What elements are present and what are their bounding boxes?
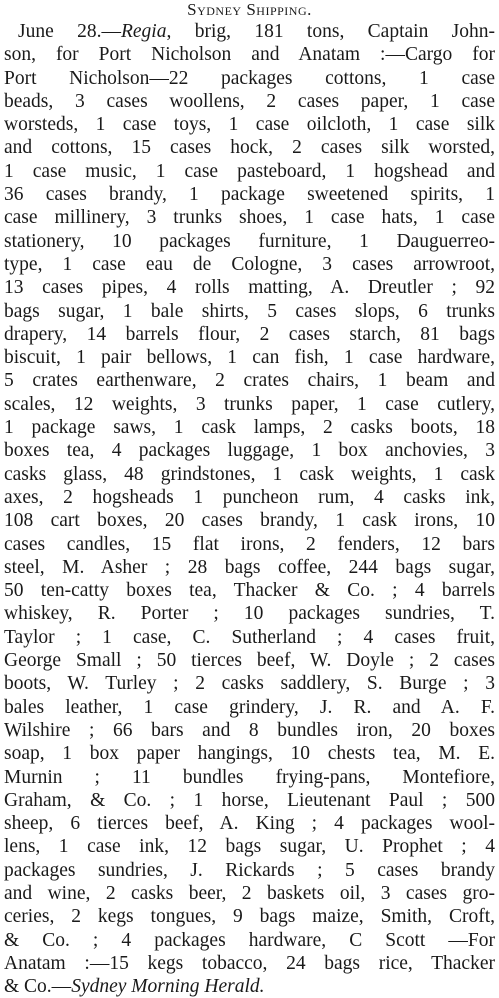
- text-segment: sheep, 6 tierces beef, A. King ; 4 packages wool-: [4, 813, 495, 835]
- text-line: [4, 672, 495, 695]
- text-line: [4, 230, 495, 253]
- article-heading: Sydney Shipping.: [187, 0, 312, 19]
- text-line: [4, 183, 495, 206]
- text-segment: casks glass, 48 grindstones, 1 cask weights, 1 cask: [4, 463, 495, 485]
- text-line: [4, 43, 495, 66]
- text-line: [4, 882, 495, 905]
- text-segment: 1 case music, 1 case pasteboard, 1 hogshead and: [4, 160, 495, 182]
- text-line: [4, 835, 495, 858]
- text-segment: Port Nicholson—22 packages cottons, 1 case: [4, 67, 495, 89]
- text-segment: Anatam :—15 kegs tobacco, 24 bags rice, Thacker: [4, 952, 495, 974]
- text-line: [4, 253, 495, 276]
- text-line: [4, 67, 495, 90]
- text-segment: steel, M. Asher ; 28 bags coffee, 244 bags sugar,: [4, 556, 495, 578]
- text-segment: beads, 3 cases woollens, 2 cases paper, 1 case: [4, 90, 495, 112]
- text-line: [4, 649, 495, 672]
- text-segment: Wilshire ; 66 bars and 8 bundles iron, 20 boxes: [4, 719, 495, 741]
- article-body: [4, 20, 495, 998]
- text-segment: packages sundries, J. Rickards ; 5 cases brandy: [4, 859, 495, 881]
- text-segment: Graham, & Co. ; 1 horse, Lieutenant Paul ; 500: [4, 789, 495, 811]
- text-line: [4, 975, 495, 998]
- text-segment: axes, 2 hogsheads 1 puncheon rum, 4 casks ink,: [4, 486, 495, 508]
- text-segment: case millinery, 3 trunks shoes, 1 case hats, 1 case: [4, 207, 495, 229]
- text-line: [4, 626, 495, 649]
- text-line: [4, 602, 495, 625]
- text-line: [4, 766, 495, 789]
- shipping-article: [4, 0, 496, 998]
- text-segment: stationery, 10 packages furniture, 1 Dauguerreo-: [4, 230, 495, 252]
- text-segment: son, for Port Nicholson and Anatam :—Cargo for: [4, 44, 495, 66]
- text-line: [4, 486, 495, 509]
- text-segment: lens, 1 case ink, 12 bags sugar, U. Prophet ; 4: [4, 836, 495, 858]
- text-segment: boxes tea, 4 packages luggage, 1 box anchovies, 3: [4, 440, 495, 462]
- italic-text: Sydney Morning Herald.: [71, 976, 265, 998]
- text-segment: & Co.—: [4, 976, 72, 998]
- text-segment: type, 1 case eau de Cologne, 3 cases arrowroot,: [4, 253, 495, 275]
- text-line: [4, 509, 495, 532]
- text-segment: ceries, 2 kegs tongues, 9 bags maize, Smith, Croft,: [4, 906, 495, 928]
- text-line: [4, 416, 495, 439]
- text-line: [4, 90, 495, 113]
- italic-text: Regia: [120, 21, 167, 42]
- text-line: [4, 719, 495, 742]
- text-line: [4, 905, 495, 928]
- text-line: [4, 369, 495, 392]
- text-segment: & Co. ; 4 packages hardware, C Scott —For: [4, 929, 495, 951]
- text-segment: and cottons, 15 cases hock, 2 cases silk worsted,: [4, 137, 495, 159]
- text-line: [4, 952, 495, 975]
- text-line: [4, 113, 495, 136]
- text-segment: Taylor ; 1 case, C. Sutherland ; 4 cases fruit,: [4, 626, 495, 648]
- text-line: [4, 136, 495, 159]
- text-line: [4, 929, 495, 952]
- text-line: [4, 789, 495, 812]
- text-line: [4, 439, 495, 462]
- text-line: [4, 742, 495, 765]
- text-line: [4, 859, 495, 882]
- text-line: [4, 556, 495, 579]
- text-segment: 1 package saws, 1 cask lamps, 2 casks boots, 18: [4, 417, 495, 439]
- text-line: [4, 346, 495, 369]
- text-segment: 5 crates earthenware, 2 crates chairs, 1 beam and: [4, 370, 495, 392]
- text-segment: boots, W. Turley ; 2 casks saddlery, S. Burge ; 3: [4, 673, 495, 695]
- text-line: [4, 20, 495, 43]
- text-segment: biscuit, 1 pair bellows, 1 can fish, 1 case hardware,: [4, 347, 495, 369]
- text-segment: 13 cases pipes, 4 rolls matting, A. Dreutler ; 92: [4, 277, 495, 299]
- text-segment: drapery, 14 barrels flour, 2 cases starch, 81 bags: [4, 323, 495, 345]
- text-segment: 36 cases brandy, 1 package sweetened spirits, 1: [4, 184, 495, 206]
- text-segment: Murnin ; 11 bundles frying-pans, Montefiore,: [4, 766, 495, 788]
- text-segment: worsteds, 1 case toys, 1 case oilcloth, 1 case silk: [4, 114, 495, 136]
- text-segment: scales, 12 weights, 3 trunks paper, 1 case cutlery,: [4, 393, 495, 415]
- text-segment: , brig, 181 tons, Captain John-: [166, 21, 496, 42]
- text-line: [4, 160, 495, 183]
- text-segment: whiskey, R. Porter ; 10 packages sundries, T.: [4, 603, 495, 625]
- text-line: [4, 276, 495, 299]
- text-line: [4, 393, 495, 416]
- text-segment: 108 cart boxes, 20 cases brandy, 1 cask irons, 10: [4, 510, 495, 532]
- text-segment: bags sugar, 1 bale shirts, 5 cases slops, 6 trunks: [4, 300, 495, 322]
- text-segment: 50 ten-catty boxes tea, Thacker & Co. ; 4 barrels: [4, 580, 495, 602]
- text-line: [4, 323, 495, 346]
- text-line: [4, 206, 495, 229]
- text-segment: and wine, 2 casks beer, 2 baskets oil, 3 cases gro-: [4, 882, 495, 904]
- text-line: [4, 300, 495, 323]
- text-segment: cases candles, 15 flat irons, 2 fenders, 12 bars: [4, 533, 495, 555]
- text-line: [4, 812, 495, 835]
- text-line: [4, 579, 495, 602]
- text-segment: soap, 1 box paper hangings, 10 chests tea, M. E.: [4, 743, 495, 765]
- text-segment: George Small ; 50 tierces beef, W. Doyle ; 2 cases: [4, 650, 495, 672]
- text-line: [4, 696, 495, 719]
- text-segment: June 28.—: [18, 21, 121, 42]
- text-line: [4, 463, 495, 486]
- text-segment: bales leather, 1 case grindery, J. R. and A. F.: [4, 696, 495, 718]
- text-line: [4, 533, 495, 556]
